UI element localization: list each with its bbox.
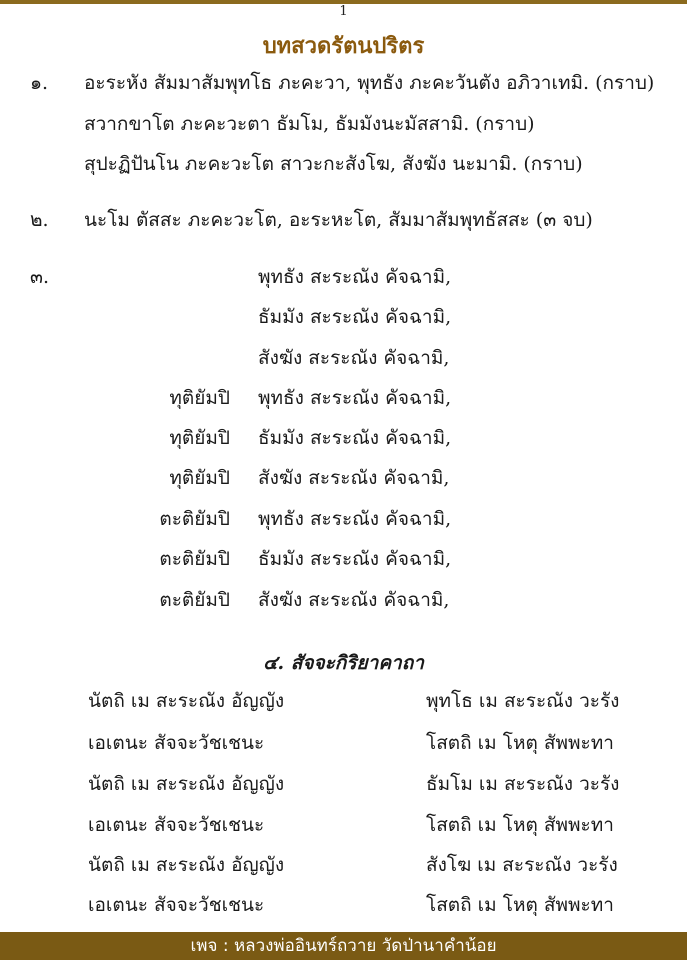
section3-prefix: ตะติยัมปิ: [159, 508, 230, 530]
section1-line-2: สวากขาโต ภะคะวะตา ธัมโม, ธัมมังนะมัสสามิ. (กราบ): [84, 113, 535, 135]
footer-text: เพจ : หลวงพ่ออินทร์ถวาย วัดป่านาคำน้อย: [190, 936, 497, 956]
section3-verse: ธัมมัง สะระณัง คัจฉามิ,: [258, 306, 452, 328]
section3-prefix: ตะติยัมปิ: [159, 548, 230, 570]
section4-right-line: พุทโธ เม สะระณัง วะรัง: [426, 690, 620, 712]
section3-verse: สังฆัง สะระณัง คัจฉามิ,: [258, 589, 450, 611]
section1-line-1: อะระหัง สัมมาสัมพุทโธ ภะคะวา, พุทธัง ภะคะวันตัง อภิวาเทมิ. (กราบ): [84, 72, 655, 94]
section1-line-3: สุปะฏิปันโน ภะคะวะโต สาวะกะสังโฆ, สังฆัง นะมามิ. (กราบ): [84, 153, 583, 175]
section3-verse: ธัมมัง สะระณัง คัจฉามิ,: [258, 548, 452, 570]
section2-line: นะโม ตัสสะ ภะคะวะโต, อะระหะโต, สัมมาสัมพุทธัสสะ (๓ จบ): [84, 209, 593, 231]
section4-right-line: โสตถิ เม โหตุ สัพพะทา: [426, 894, 614, 916]
section4-right-line: โสตถิ เม โหตุ สัพพะทา: [426, 732, 614, 754]
section4-left-line: นัตถิ เม สะระณัง อัญญัง: [88, 690, 285, 712]
section4-heading: ๔. สัจจะกิริยาคาถา: [263, 652, 424, 674]
section4-left-line: นัตถิ เม สะระณัง อัญญัง: [88, 773, 285, 795]
section3-verse: สังฆัง สะระณัง คัจฉามิ,: [258, 467, 450, 489]
section3-prefix: ตะติยัมปิ: [159, 589, 230, 611]
section3-prefix: ทุติยัมปิ: [169, 387, 230, 409]
section4-right-line: โสตถิ เม โหตุ สัพพะทา: [426, 814, 614, 836]
page-title: บทสวดรัตนปริตร: [262, 33, 425, 59]
section3-verse: พุทธัง สะระณัง คัจฉามิ,: [258, 387, 452, 409]
section2-number: ๒.: [30, 209, 49, 231]
section4-left-line: เอเตนะ สัจจะวัชเชนะ: [88, 814, 265, 836]
section3-prefix: ทุติยัมปิ: [169, 427, 230, 449]
section3-verse: พุทธัง สะระณัง คัจฉามิ,: [258, 266, 452, 288]
section4-right-line: สังโฆ เม สะระณัง วะรัง: [426, 854, 618, 876]
section1-number: ๑.: [30, 72, 49, 94]
section3-verse: ธัมมัง สะระณัง คัจฉามิ,: [258, 427, 452, 449]
section3-number: ๓.: [30, 266, 50, 288]
footer-banner: [0, 932, 687, 960]
section4-left-line: เอเตนะ สัจจะวัชเชนะ: [88, 732, 265, 754]
section3-prefix: ทุติยัมปิ: [169, 467, 230, 489]
section3-verse: สังฆัง สะระณัง คัจฉามิ,: [258, 347, 450, 369]
section3-verse: พุทธัง สะระณัง คัจฉามิ,: [258, 508, 452, 530]
section4-right-line: ธัมโม เม สะระณัง วะรัง: [426, 773, 620, 795]
section4-left-line: เอเตนะ สัจจะวัชเชนะ: [88, 894, 265, 916]
section4-left-line: นัตถิ เม สะระณัง อัญญัง: [88, 854, 285, 876]
page-number: 1: [339, 4, 348, 19]
